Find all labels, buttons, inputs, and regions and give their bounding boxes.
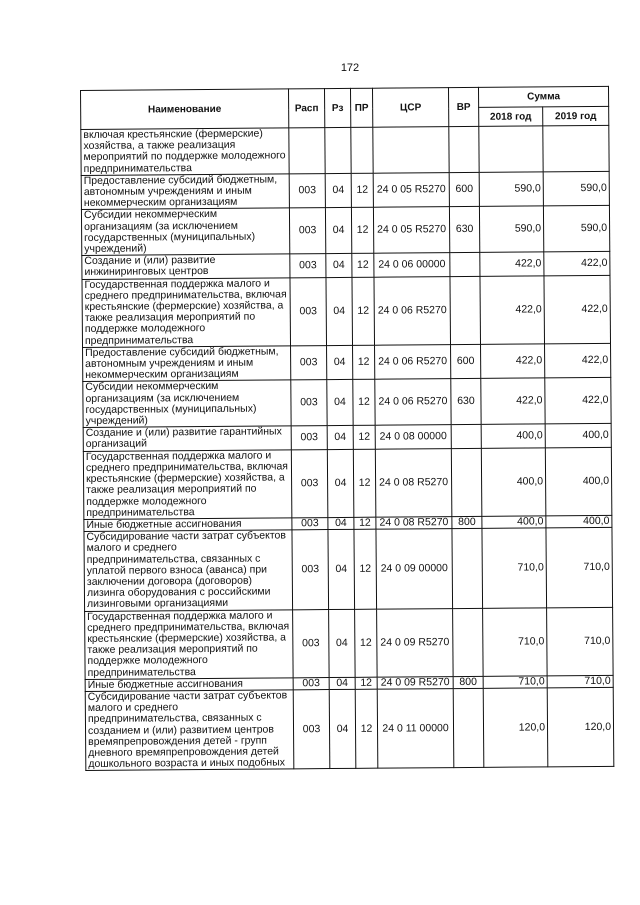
cell-rasp: 003 [289,208,325,254]
cell-name: Государственная поддержка малого и среднего предпринимательства, включая крестьянские (фермерские) хозяйства, а также реализация мероприятий по поддержке молодежного предпринимательства [83,450,292,520]
cell-2019: 400,0 [546,515,612,528]
cell-2019 [543,125,609,171]
cell-2019: 590,0 [543,171,609,206]
page-number: 172 [340,62,360,74]
header-name: Наименование [81,89,289,130]
cell-vr [449,126,479,172]
cell-2019: 422,0 [544,252,610,276]
cell-csr: 24 0 06 R5270 [374,276,451,345]
cell-vr: 630 [451,379,481,425]
cell-2019: 400,0 [545,447,612,516]
cell-csr: 24 0 06 R5270 [375,379,451,425]
cell-csr: 24 0 05 R5270 [373,172,449,207]
cell-rz: 04 [329,677,355,689]
table-row [85,607,614,679]
cell-pr: 12 [354,517,376,529]
cell-name: Субсидии некоммерческим организациям (за исключением государственных (муниципальных) учреждений) [81,208,289,255]
cell-vr: 600 [449,172,479,207]
cell-2019: 422,0 [544,275,611,344]
cell-2019: 710,0 [547,607,614,676]
cell-pr: 12 [353,449,376,517]
cell-csr: 24 0 09 R5270 [377,608,454,677]
cell-csr: 24 0 06 00000 [374,253,450,277]
cell-pr: 12 [351,173,373,208]
cell-rasp: 003 [291,380,327,426]
cell-csr: 24 0 06 R5270 [375,344,451,379]
cell-csr: 24 0 11 00000 [377,689,454,769]
cell-name: Субсидирование части затрат субъектов малого и среднего предпринимательства, связанных с созданием и (или) развитием центров времяпрепровождения детей - групп дневного времяпрепровождения детей дошкольного возраста и иных подобных [85,690,294,771]
cell-name: Субсидирование части затрат субъектов малого и среднего предпринимательства, связанных с уплатой первого взноса (аванса) при заключении договора (договоров) лизинга оборудования с российскими лизинговыми организациями [84,530,293,611]
cell-2018: 710,0 [483,676,547,689]
cell-2019: 400,0 [545,424,611,448]
cell-pr: 12 [354,529,377,609]
cell-2018: 120,0 [483,688,548,768]
cell-csr: 24 0 09 R5270 [377,676,453,689]
cell-2018: 422,0 [481,344,545,379]
cell-pr [351,127,373,173]
cell-name: Государственная поддержка малого и среднего предпринимательства, включая крестьянские (фермерские) хозяйства, а также реализация мероприятий по поддержке молодежного предпринимательства [85,609,294,679]
cell-csr: 24 0 08 R5270 [376,516,452,529]
header-pr: ПР [350,88,372,127]
cell-2019: 710,0 [546,527,613,607]
cell-rz: 04 [327,345,353,380]
header-vr: ВР [448,87,478,126]
header-2018: 2018 год [479,107,543,127]
cell-rasp: 003 [292,530,329,610]
cell-vr: 800 [452,516,482,528]
table-row [84,527,613,611]
cell-rz: 04 [328,517,354,529]
cell-vr [453,688,484,768]
cell-pr: 12 [351,208,373,254]
cell-rasp: 003 [291,426,327,450]
cell-vr [450,276,481,344]
cell-rz: 04 [327,426,353,450]
table-row [83,343,611,382]
cell-pr: 12 [353,380,375,426]
cell-2019: 422,0 [545,343,611,378]
cell-rasp [289,128,325,174]
cell-csr: 24 0 09 00000 [376,529,453,609]
cell-rasp: 003 [293,609,330,677]
cell-vr [450,253,480,277]
cell-rz: 04 [329,689,356,769]
cell-rasp: 003 [290,254,326,278]
cell-name: Создание и (или) развитие гарантийных организаций [83,426,291,451]
cell-2018: 422,0 [481,378,545,424]
budget-table [80,86,614,772]
table-row [83,447,612,519]
cell-2018: 422,0 [480,276,545,345]
cell-vr: 600 [451,344,481,379]
header-2019: 2019 год [543,106,609,126]
cell-name: Иные бюджетные ассигнования [84,518,292,532]
cell-2018: 590,0 [479,172,543,207]
cell-rasp: 003 [291,449,328,517]
table-body [81,125,614,771]
cell-rz: 04 [325,173,351,208]
cell-csr: 24 0 08 R5270 [375,448,452,517]
cell-rz: 04 [327,449,354,517]
table-row [83,378,611,428]
cell-csr [373,127,449,173]
cell-rz: 04 [326,254,352,278]
cell-pr: 12 [355,677,377,689]
table-row [81,125,609,175]
table-row [81,171,609,210]
table-row [85,687,614,771]
cell-rasp: 003 [291,345,327,380]
table-row [82,275,611,347]
cell-rz: 04 [327,380,353,426]
cell-name: Государственная поддержка малого и среднего предпринимательства, включая крестьянские (фермерские) хозяйства, а также реализация мероприятий по поддержке молодежного предпринимательства [82,277,291,347]
cell-vr [451,425,481,449]
cell-2018: 710,0 [483,607,548,676]
cell-vr [452,528,483,608]
cell-2019: 422,0 [545,378,611,424]
cell-rasp: 003 [290,277,327,345]
cell-pr: 12 [353,425,375,449]
cell-rasp: 003 [289,173,325,208]
cell-name: Предоставление субсидий бюджетным, автономным учреждениям и иным некоммерческим организациям [81,174,289,210]
cell-name: Иные бюджетные ассигнования [85,678,293,692]
cell-rz: 04 [328,529,355,609]
cell-rasp: 003 [293,677,329,689]
cell-rz [325,127,351,173]
cell-2018: 400,0 [481,424,545,448]
cell-pr: 12 [352,253,374,277]
cell-vr: 800 [453,676,483,688]
cell-vr [453,608,484,676]
cell-name: Создание и (или) развитие инжиниринговых центров [82,254,290,279]
cell-vr: 630 [449,207,479,253]
header-csr: ЦСР [372,88,448,128]
cell-2018: 710,0 [482,528,547,608]
header-rz: Рз [324,88,350,127]
header-rasp: Расп [288,89,324,128]
cell-pr: 12 [355,609,378,677]
cell-vr [451,448,482,516]
cell-pr: 12 [355,689,378,769]
cell-rasp: 003 [293,690,330,770]
cell-name: Субсидии некоммерческим организациям (за исключением государственных (муниципальных) учреждений) [83,380,291,427]
cell-pr: 12 [353,345,375,380]
cell-2018: 422,0 [480,252,544,276]
cell-rz: 04 [326,277,353,345]
cell-csr: 24 0 05 R5270 [373,207,449,253]
cell-2018: 400,0 [482,516,546,529]
cell-2018: 400,0 [481,448,546,517]
cell-name: включая крестьянские (фермерские) хозяйства, а также реализация мероприятий по поддержке молодежного предпринимательства [81,128,289,175]
header-sum: Сумма [478,86,608,107]
cell-2019: 710,0 [547,675,613,688]
cell-2019: 590,0 [543,206,609,252]
cell-rz: 04 [329,609,356,677]
cell-2019: 120,0 [547,687,614,767]
cell-2018 [479,126,543,172]
table-row [81,206,609,256]
cell-rasp: 003 [292,517,328,529]
cell-csr: 24 0 08 00000 [375,425,451,449]
cell-pr: 12 [352,277,375,345]
cell-name: Предоставление субсидий бюджетным, автономным учреждениям и иным некоммерческим организациям [83,346,291,382]
cell-2018: 590,0 [479,206,543,252]
cell-rz: 04 [325,208,351,254]
